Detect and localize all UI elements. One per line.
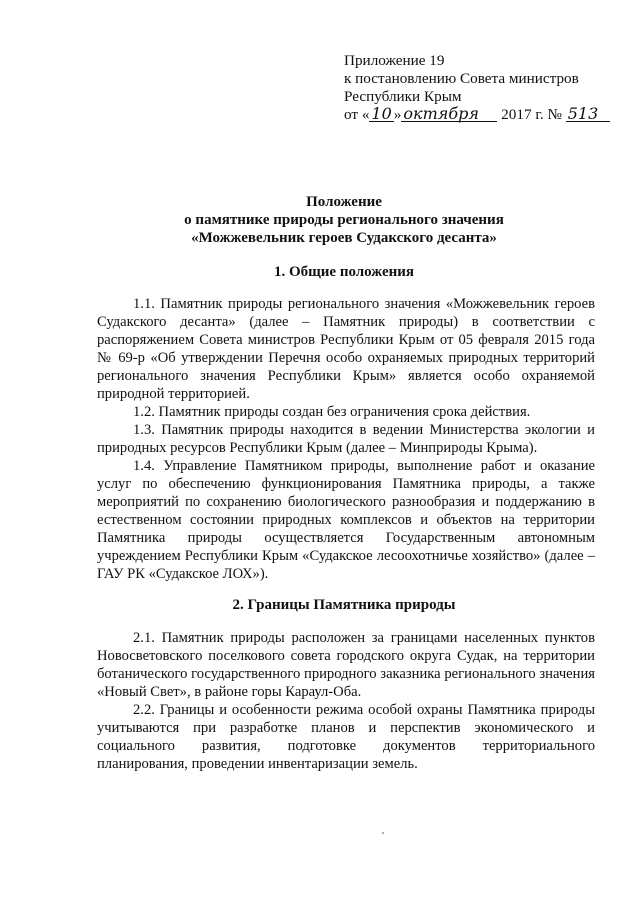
paragraph-1-4: 1.4. Управление Памятником природы, выполнение работ и оказание услуг по обеспечению функционирования Памятника природы, а также мероприятий по сохранению биологического разнообразия и поддержанию в естественном состоянии природных комплексов и объектов на территории Памятника природы осуществляется Государственным автономным учреждением Республики Крым «Судакское лесоохотничье хозяйство» (далее – ГАУ РК «Судакское ЛОХ»).	[97, 458, 595, 582]
document-title	[97, 193, 591, 247]
handwritten-number: 513	[566, 107, 610, 122]
annex-resolution: к постановлению Совета министров	[344, 70, 579, 87]
annex-republic: Республики Крым	[344, 88, 462, 105]
paragraph-1-2: 1.2. Памятник природы создан без ограничения срока действия.	[133, 404, 531, 420]
paragraph-2-1: 2.1. Памятник природы расположен за границами населенных пунктов Новосветовского поселкового совета городского округа Судак, на территории ботанического государственного природного заказника регионального значения «Новый Свет», в районе горы Караул-Оба.	[97, 630, 595, 700]
section-2-body	[97, 629, 595, 773]
section-1-body	[97, 295, 595, 583]
annex-block	[344, 52, 610, 124]
date-suffix: 2017 г. №	[501, 106, 562, 123]
section-1-heading: 1. Общие положения	[273, 264, 415, 280]
annex-number: Приложение 19	[344, 52, 445, 69]
paragraph-1-3: 1.3. Памятник природы находится в ведении Министерства экологии и природных ресурсов Республики Крым (далее – Минприроды Крыма).	[97, 422, 595, 456]
handwritten-day: 10	[371, 104, 392, 123]
date-prefix: от «	[344, 106, 370, 123]
title-line-3: «Можжевельник героев Судакского десанта»	[191, 230, 497, 246]
date-mid: »	[393, 106, 402, 123]
scan-speck	[382, 832, 384, 834]
paragraph-1-1: 1.1. Памятник природы регионального значения «Можжевельник героев Судакского десанта» (далее – Памятник природы) в соответствии с распоряжением Совета министров Республики Крым от 05 февраля 2015 года № 69-р «Об утверждении Перечня особо охраняемых природных территорий регионального значения Республики Крым» является особо охраняемой природной территорией.	[97, 296, 595, 402]
title-line-1: Положение	[306, 194, 382, 210]
handwritten-month: октября	[401, 107, 497, 122]
paragraph-2-2: 2.2. Границы и особенности режима особой охраны Памятника природы учитываются при разработке планов и перспектив экономического и социального развития, подготовке документов территориального планирования, проведении инвентаризации земель.	[97, 702, 595, 772]
section-2-heading: 2. Границы Памятника природы	[232, 597, 456, 613]
annex-date-line	[344, 106, 610, 124]
title-line-2: о памятнике природы регионального значения	[184, 212, 504, 228]
